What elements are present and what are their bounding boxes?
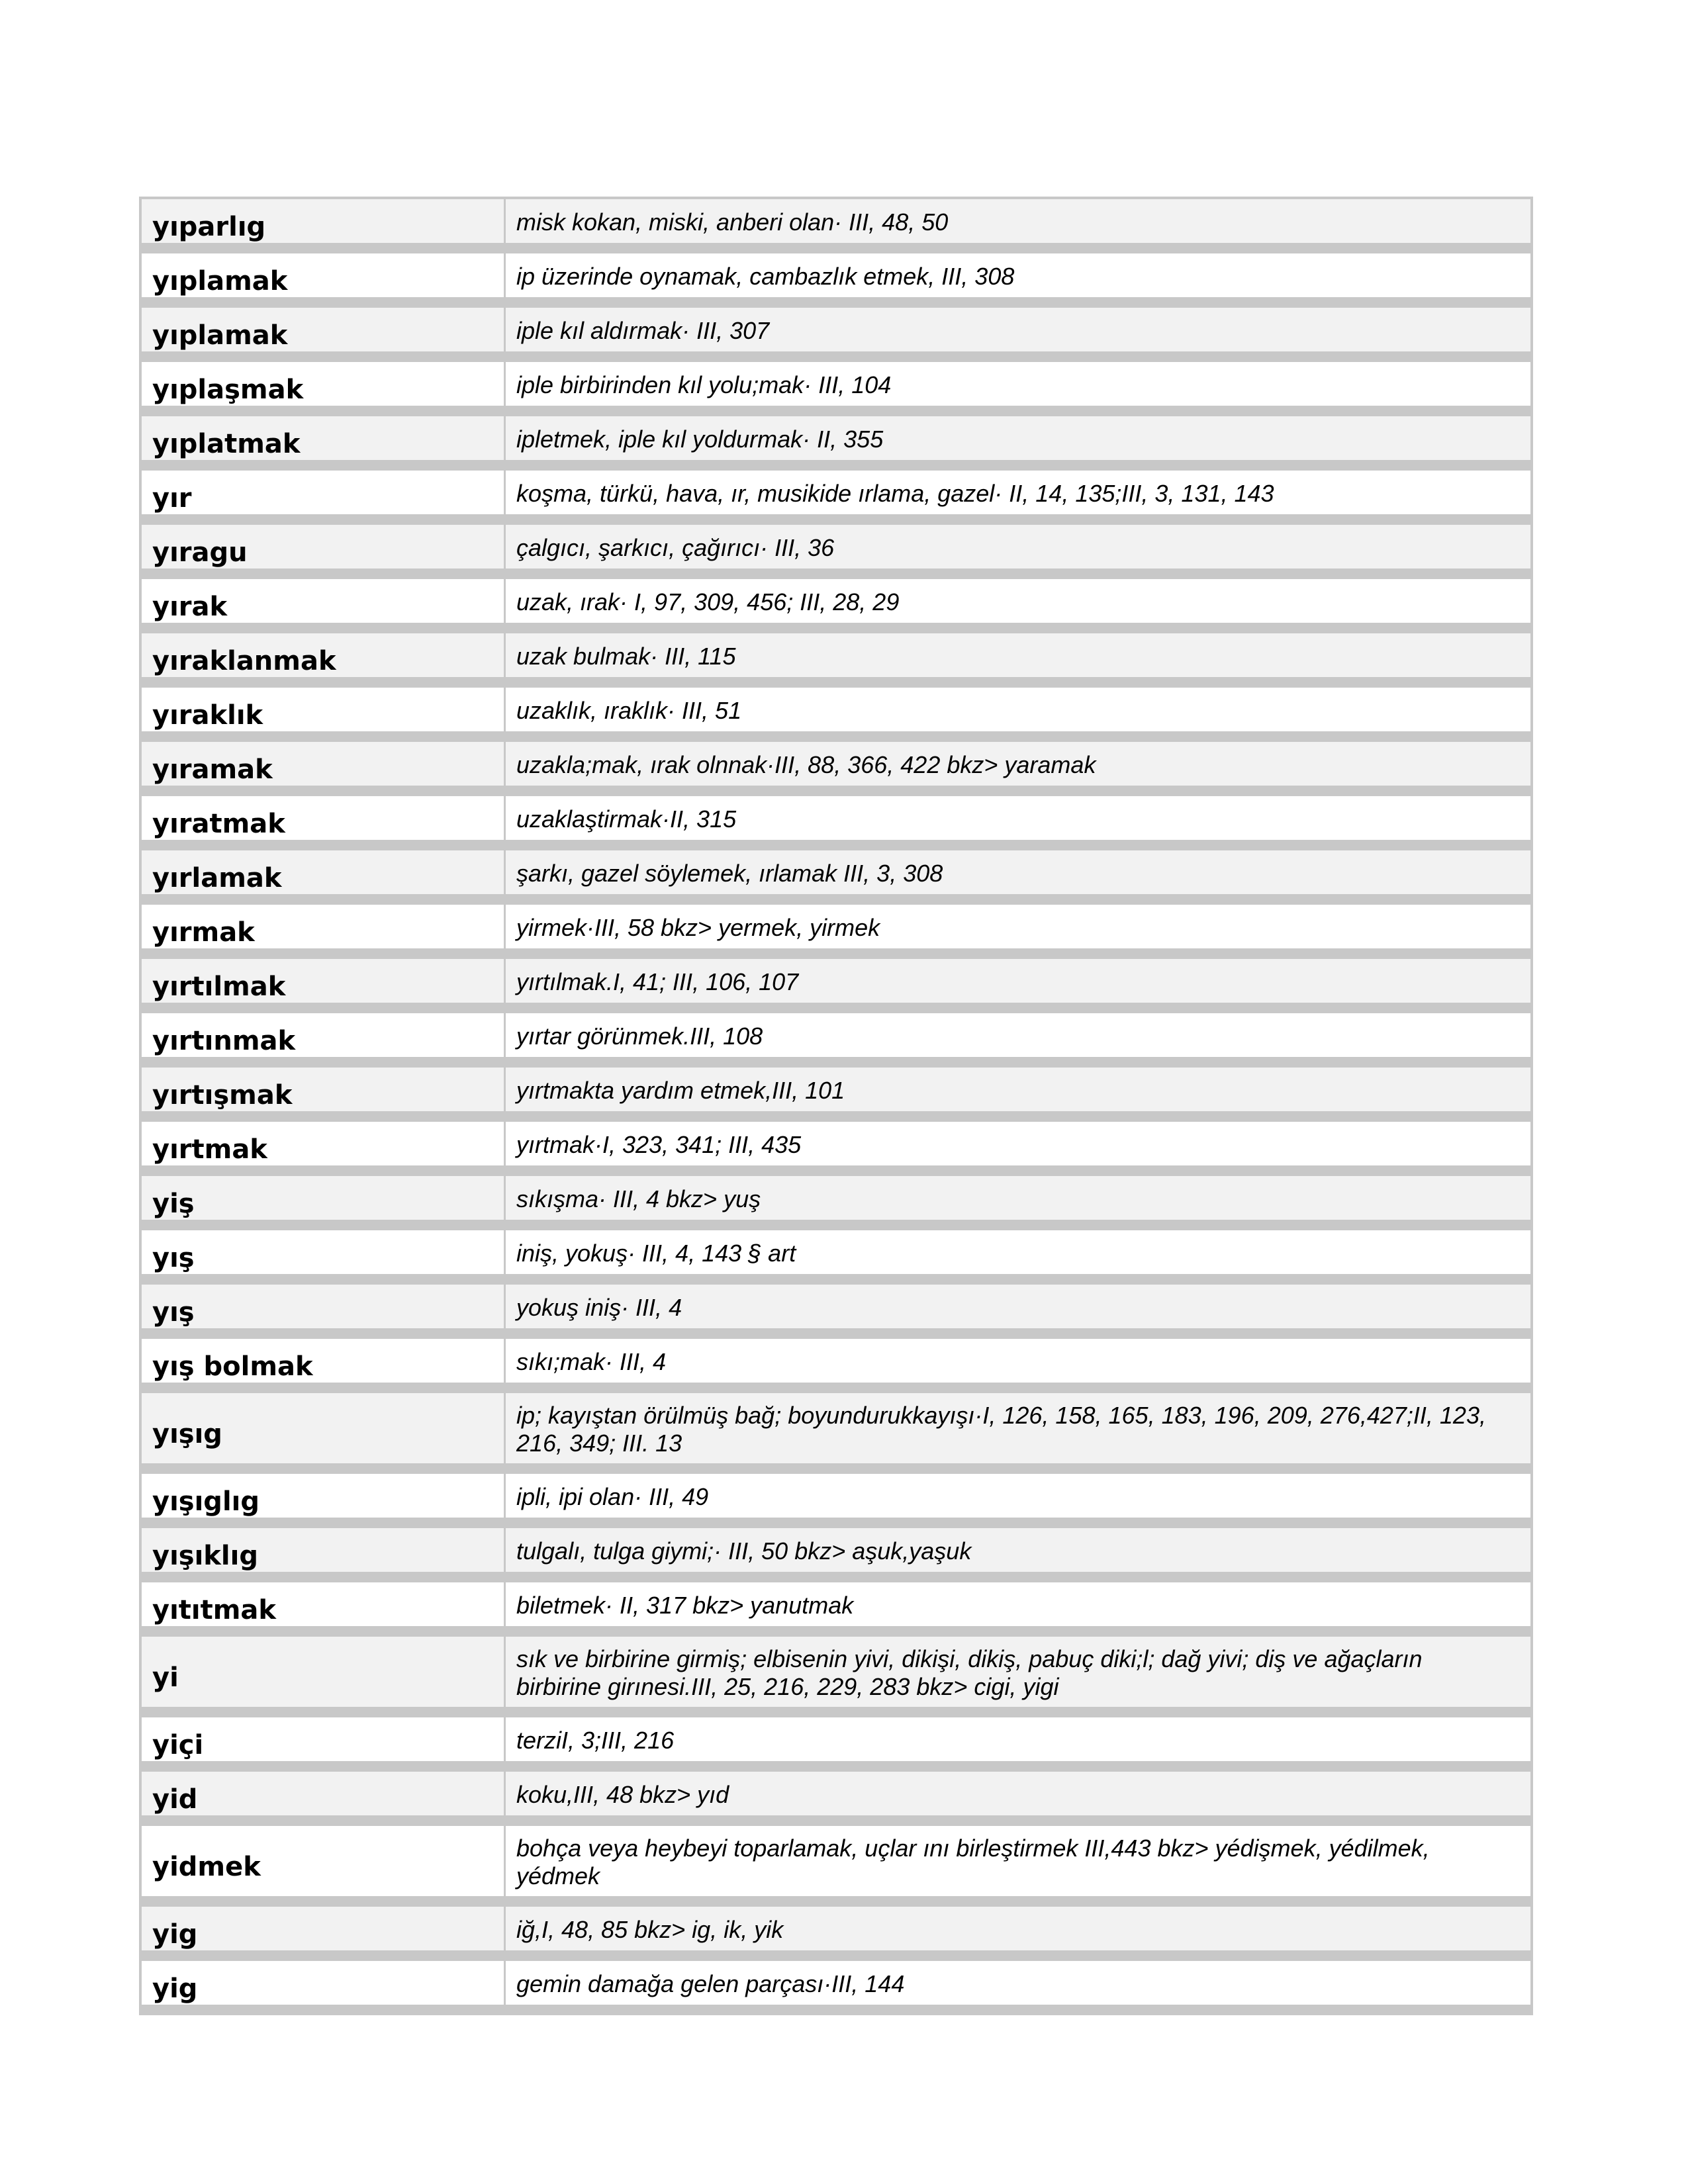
table-row	[142, 1474, 1530, 1528]
entry-term	[142, 199, 506, 243]
entry-definition-text: iple kıl aldırmak· III, 307	[516, 317, 770, 344]
table-row	[142, 1637, 1530, 1717]
entry-term-text: yırtışmak	[152, 1080, 293, 1111]
entry-definition	[506, 199, 1530, 243]
entry-definition-text: çalgıcı, şarkıcı, çağırıcı· III, 36	[516, 534, 835, 561]
entry-definition	[506, 1068, 1530, 1111]
entry-definition-text: uzakla;mak, ırak olnnak·III, 88, 366, 422 bkz> yaramak	[516, 751, 1096, 778]
entry-definition	[506, 1637, 1530, 1707]
entry-term-text: yıplamak	[152, 320, 288, 351]
entry-definition	[506, 1772, 1530, 1815]
entry-term-text: yiş	[152, 1189, 195, 1219]
entry-term-text: yıragu	[152, 537, 248, 568]
table-row	[142, 1068, 1530, 1122]
entry-term	[142, 633, 506, 677]
table-row	[142, 688, 1530, 742]
table-row	[142, 796, 1530, 850]
entry-term	[142, 1339, 506, 1383]
entry-term	[142, 688, 506, 731]
entry-term-text: yışıglıg	[152, 1486, 259, 1517]
entry-definition-text: terziI, 3;III, 216	[516, 1727, 675, 1754]
table-row	[142, 850, 1530, 905]
table-row	[142, 1393, 1530, 1474]
table-row	[142, 1907, 1530, 1961]
entry-definition	[506, 1230, 1530, 1274]
entry-term	[142, 1772, 506, 1815]
entry-definition	[506, 253, 1530, 297]
entry-definition	[506, 1907, 1530, 1950]
entry-definition-text: uzaklık, ıraklık· III, 51	[516, 697, 742, 724]
entry-definition-text: gemin damağa gelen parçası·III, 144	[516, 1970, 905, 1997]
entry-definition	[506, 633, 1530, 677]
entry-term-text: yışıklıg	[152, 1541, 258, 1571]
table-row	[142, 362, 1530, 416]
entry-term-text: yıramak	[152, 754, 273, 785]
entry-definition	[506, 1826, 1530, 1896]
entry-definition-text: koku,III, 48 bkz> yıd	[516, 1781, 729, 1808]
entry-term	[142, 1122, 506, 1165]
entry-definition	[506, 416, 1530, 460]
entry-definition-text: bohça veya heybeyi toparlamak, uçlar ını birleştirmek III,443 bkz> yédişmek, yédilmek, yédmek	[516, 1835, 1430, 1889]
entry-term	[142, 525, 506, 569]
entry-term-text: yış	[152, 1243, 195, 1273]
entry-term	[142, 1961, 506, 2005]
entry-term-text: yırak	[152, 592, 228, 622]
entry-term	[142, 1528, 506, 1572]
entry-term	[142, 742, 506, 786]
entry-term-text: yır	[152, 483, 192, 514]
table-row	[142, 199, 1530, 253]
entry-term	[142, 796, 506, 840]
entry-definition-text: uzak bulmak· III, 115	[516, 643, 736, 670]
entry-definition	[506, 850, 1530, 894]
entry-definition	[506, 1474, 1530, 1518]
entry-definition-text: yokuş iniş· III, 4	[516, 1294, 682, 1321]
table-row	[142, 579, 1530, 633]
table-row	[142, 905, 1530, 959]
entry-definition	[506, 1393, 1530, 1463]
table-row	[142, 471, 1530, 525]
entry-term-text: yırlamak	[152, 863, 282, 893]
entry-term	[142, 362, 506, 406]
entry-term-text: yidmek	[152, 1852, 261, 1882]
entry-term-text: yıtıtmak	[152, 1595, 277, 1625]
entry-definition-text: iniş, yokuş· III, 4, 143 § art	[516, 1240, 796, 1267]
entry-definition-text: tulgalı, tulga giymi;· III, 50 bkz> aşuk,yaşuk	[516, 1537, 972, 1565]
entry-definition	[506, 1582, 1530, 1626]
table-row	[142, 742, 1530, 796]
entry-definition-text: koşma, türkü, hava, ır, musikide ırlama, gazel· II, 14, 135;III, 3, 131, 143	[516, 480, 1274, 507]
table-row	[142, 1013, 1530, 1068]
table-row	[142, 525, 1530, 579]
entry-term	[142, 416, 506, 460]
entry-term	[142, 1474, 506, 1518]
entry-term-text: yış bolmak	[152, 1351, 313, 1382]
entry-term	[142, 253, 506, 297]
table-row	[142, 253, 1530, 308]
table-row	[142, 308, 1530, 362]
table-row	[142, 1961, 1530, 2015]
entry-definition-text: yirmek·III, 58 bkz> yermek, yirmek	[516, 914, 880, 941]
entry-term-text: yig	[152, 1919, 198, 1950]
entry-term-text: yıplaşmak	[152, 375, 304, 405]
entry-definition-text: ipletmek, iple kıl yoldurmak· II, 355	[516, 426, 884, 453]
entry-term	[142, 905, 506, 948]
entry-definition	[506, 742, 1530, 786]
entry-definition-text: misk kokan, miski, anberi olan· III, 48, 50	[516, 208, 949, 236]
entry-term-text: yırmak	[152, 917, 255, 948]
entry-definition-text: ip üzerinde oynamak, cambazlık etmek, III, 308	[516, 263, 1015, 290]
entry-definition-text: biletmek· II, 317 bkz> yanutmak	[516, 1592, 854, 1619]
entry-term	[142, 1068, 506, 1111]
entry-term	[142, 1013, 506, 1057]
entry-definition	[506, 1285, 1530, 1328]
table-row	[142, 1826, 1530, 1907]
entry-term-text: yıraklanmak	[152, 646, 336, 676]
entry-definition-text: sıkı;mak· III, 4	[516, 1348, 667, 1375]
table-row	[142, 633, 1530, 688]
entry-term-text: yırtılmak	[152, 972, 286, 1002]
entry-term-text: yıparlıg	[152, 212, 266, 242]
entry-definition	[506, 1013, 1530, 1057]
entry-term	[142, 1717, 506, 1761]
entry-definition-text: ipli, ipi olan· III, 49	[516, 1483, 709, 1510]
table-row	[142, 1772, 1530, 1826]
entry-term-text: yıplatmak	[152, 429, 301, 459]
dictionary-table	[139, 197, 1533, 2015]
entry-term-text: yıraklık	[152, 700, 263, 731]
table-row	[142, 959, 1530, 1013]
entry-term	[142, 1582, 506, 1626]
entry-definition-text: sık ve birbirine girmiş; elbisenin yivi, dikişi, dikiş, pabuç diki;l; dağ yivi; diş ve ağaçların birbirine girınesi.III, 25, 216, 229, 283 bkz> cigi, yigi	[516, 1645, 1423, 1700]
entry-definition	[506, 1339, 1530, 1383]
entry-term-text: yi	[152, 1662, 179, 1693]
table-row	[142, 1176, 1530, 1230]
entry-term	[142, 1230, 506, 1274]
entry-definition	[506, 1717, 1530, 1761]
entry-definition	[506, 1961, 1530, 2005]
entry-term-text: yid	[152, 1784, 198, 1815]
entry-term	[142, 1637, 506, 1707]
table-row	[142, 1285, 1530, 1339]
entry-definition	[506, 1528, 1530, 1572]
table-row	[142, 1230, 1530, 1285]
entry-term-text: yış	[152, 1297, 195, 1328]
table-row	[142, 1582, 1530, 1637]
entry-definition	[506, 688, 1530, 731]
entry-term-text: yışıg	[152, 1419, 222, 1449]
entry-term	[142, 850, 506, 894]
entry-definition-text: ip; kayıştan örülmüş bağ; boyundurukkayışı·I, 126, 158, 165, 183, 196, 209, 276,427;II, 123, 216, 349; III. 13	[516, 1402, 1486, 1457]
entry-definition	[506, 959, 1530, 1003]
entry-definition-text: sıkışma· III, 4 bkz> yuş	[516, 1185, 761, 1212]
entry-term-text: yıplamak	[152, 266, 288, 296]
entry-term	[142, 1285, 506, 1328]
entry-term	[142, 308, 506, 351]
entry-definition-text: şarkı, gazel söylemek, ırlamak III, 3, 308	[516, 860, 943, 887]
entry-term-text: yırtınmak	[152, 1026, 296, 1056]
entry-term	[142, 959, 506, 1003]
entry-definition-text: yırtmakta yardım etmek,III, 101	[516, 1077, 845, 1104]
entry-definition-text: yırtmak·I, 323, 341; III, 435	[516, 1131, 802, 1158]
entry-term-text: yiçi	[152, 1730, 204, 1760]
entry-definition	[506, 362, 1530, 406]
table-row	[142, 1122, 1530, 1176]
entry-term	[142, 579, 506, 623]
entry-definition-text: yırtılmak.I, 41; III, 106, 107	[516, 968, 799, 995]
table-row	[142, 416, 1530, 471]
entry-definition	[506, 525, 1530, 569]
entry-term-text: yıratmak	[152, 809, 285, 839]
entry-definition	[506, 471, 1530, 514]
entry-definition	[506, 1176, 1530, 1220]
entry-term-text: yig	[152, 1974, 198, 2004]
entry-term	[142, 1907, 506, 1950]
entry-definition	[506, 1122, 1530, 1165]
entry-definition	[506, 905, 1530, 948]
entry-term	[142, 1393, 506, 1463]
entry-term-text: yırtmak	[152, 1134, 267, 1165]
entry-definition-text: uzaklaştirmak·II, 315	[516, 805, 737, 833]
entry-definition-text: iple birbirinden kıl yolu;mak· III, 104	[516, 371, 892, 398]
entry-definition-text: yırtar görünmek.III, 108	[516, 1023, 763, 1050]
entry-definition-text: uzak, ırak· I, 97, 309, 456; III, 28, 29	[516, 588, 900, 615]
entry-definition-text: iğ,I, 48, 85 bkz> ig, ik, yik	[516, 1916, 784, 1943]
table-row	[142, 1339, 1530, 1393]
entry-term	[142, 471, 506, 514]
entry-term	[142, 1176, 506, 1220]
entry-definition	[506, 308, 1530, 351]
table-row	[142, 1717, 1530, 1772]
table-row	[142, 1528, 1530, 1582]
entry-definition	[506, 579, 1530, 623]
entry-term	[142, 1826, 506, 1896]
entry-definition	[506, 796, 1530, 840]
